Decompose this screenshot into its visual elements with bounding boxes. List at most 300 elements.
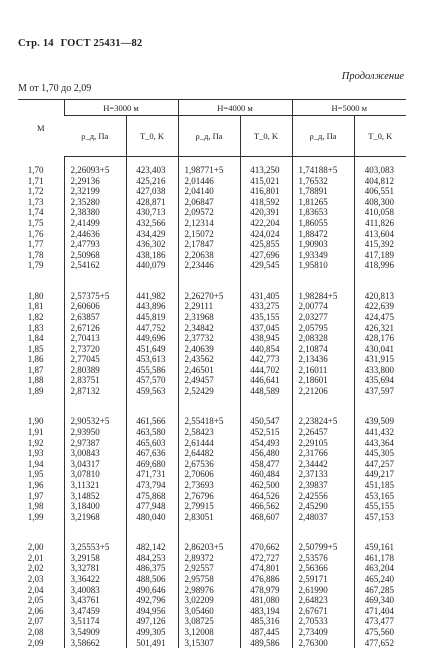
cell-t-3000: 486,375: [126, 563, 178, 574]
cell-p-3000: 2,87132: [64, 386, 126, 397]
spacer-row: [18, 157, 406, 166]
cell-t-5000: 428,176: [354, 333, 406, 344]
cell-t-4000: 416,801: [240, 186, 292, 197]
cell-t-5000: 447,257: [354, 459, 406, 470]
cell-t-5000: 461,178: [354, 553, 406, 564]
cell-p-5000: 1,78891: [292, 186, 354, 197]
cell-m: 1,87: [18, 365, 64, 376]
cell-p-5000: 2,18601: [292, 375, 354, 386]
cell-t-3000: 440,079: [126, 260, 178, 271]
cell-t-5000: 408,300: [354, 197, 406, 208]
cell-t-3000: 475,868: [126, 491, 178, 502]
cell-t-5000: 441,432: [354, 427, 406, 438]
cell-m: 1,72: [18, 186, 64, 197]
cell-p-4000: 2,61444: [178, 438, 240, 449]
cell-p-3000: 2,70413: [64, 333, 126, 344]
cell-t-3000: 492,796: [126, 595, 178, 606]
cell-p-5000: 2,45290: [292, 501, 354, 512]
cell-m: 2,02: [18, 563, 64, 574]
cell-p-4000: 2,70606: [178, 469, 240, 480]
cell-m: 1,82: [18, 312, 64, 323]
cell-p-3000: 2,93950: [64, 427, 126, 438]
cell-p-3000: 2,73720: [64, 344, 126, 355]
standard-code: ГОСТ 25431—82: [61, 38, 143, 49]
cell-t-5000: 455,155: [354, 501, 406, 512]
cell-t-4000: 438,945: [240, 333, 292, 344]
cell-p-5000: 2,39837: [292, 480, 354, 491]
table-row: [18, 354, 406, 365]
cell-p-4000: 2,37732: [178, 333, 240, 344]
cell-p-3000: 3,43761: [64, 595, 126, 606]
cell-t-5000: 473,477: [354, 616, 406, 627]
table-row: [18, 386, 406, 397]
cell-t-4000: 464,526: [240, 491, 292, 502]
cell-p-3000: 3,36422: [64, 574, 126, 585]
cell-p-3000: 2,47793: [64, 239, 126, 250]
table-row: [18, 448, 406, 459]
cell-p-5000: 2,26457: [292, 427, 354, 438]
table-row: [18, 542, 406, 553]
cell-t-3000: 453,613: [126, 354, 178, 365]
cell-t-4000: 470,662: [240, 542, 292, 553]
table-row: [18, 197, 406, 208]
table-body: [18, 157, 406, 648]
table-row: [18, 323, 406, 334]
cell-m: 2,00: [18, 542, 64, 553]
table-row: [18, 176, 406, 187]
cell-p-4000: 3,05460: [178, 606, 240, 617]
table-row: [18, 606, 406, 617]
cell-m: 1,93: [18, 448, 64, 459]
cell-t-5000: 475,560: [354, 627, 406, 638]
cell-p-3000: 2,35280: [64, 197, 126, 208]
cell-t-3000: 477,948: [126, 501, 178, 512]
cell-t-3000: 463,580: [126, 427, 178, 438]
cell-p-3000: 2,44636: [64, 229, 126, 240]
cell-p-4000: 2,76796: [178, 491, 240, 502]
cell-t-5000: 417,189: [354, 250, 406, 261]
cell-t-5000: 443,364: [354, 438, 406, 449]
cell-t-3000: 443,896: [126, 301, 178, 312]
table-row: [18, 207, 406, 218]
cell-m: 1,91: [18, 427, 64, 438]
cell-m: 1,77: [18, 239, 64, 250]
table-row: [18, 427, 406, 438]
cell-p-5000: 2,10874: [292, 344, 354, 355]
cell-t-4000: 452,515: [240, 427, 292, 438]
cell-m: 1,79: [18, 260, 64, 271]
cell-p-5000: 1,74188+5: [292, 165, 354, 176]
cell-p-3000: 2,50968: [64, 250, 126, 261]
table-row: [18, 616, 406, 627]
cell-t-4000: 437,045: [240, 323, 292, 334]
cell-t-5000: 451,185: [354, 480, 406, 491]
col-p2: ρ_д, Па: [178, 116, 240, 157]
cell-t-3000: 499,305: [126, 627, 178, 638]
cell-m: 1,74: [18, 207, 64, 218]
cell-t-3000: 459,563: [126, 386, 178, 397]
cell-t-4000: 454,493: [240, 438, 292, 449]
cell-p-3000: 2,90532+5: [64, 416, 126, 427]
cell-t-5000: 403,083: [354, 165, 406, 176]
cell-p-4000: 3,12008: [178, 627, 240, 638]
cell-t-3000: 445,819: [126, 312, 178, 323]
cell-t-4000: 420,391: [240, 207, 292, 218]
cell-p-4000: 2,86203+5: [178, 542, 240, 553]
cell-p-5000: 2,53576: [292, 553, 354, 564]
cell-t-3000: 469,680: [126, 459, 178, 470]
cell-p-4000: 2,98976: [178, 585, 240, 596]
cell-p-4000: 2,40639: [178, 344, 240, 355]
col-t3: T_0, K: [354, 116, 406, 157]
table-row: [18, 260, 406, 271]
cell-m: 2,08: [18, 627, 64, 638]
cell-p-5000: 2,42556: [292, 491, 354, 502]
continuation-label: Продолжение: [342, 71, 404, 82]
cell-m: 2,01: [18, 553, 64, 564]
cell-t-5000: 439,509: [354, 416, 406, 427]
table-row: [18, 375, 406, 386]
cell-t-4000: 440,854: [240, 344, 292, 355]
cell-p-3000: 2,38380: [64, 207, 126, 218]
range-label: M от 1,70 до 2,09: [18, 83, 91, 94]
cell-t-4000: 478,979: [240, 585, 292, 596]
cell-p-3000: 3,40083: [64, 585, 126, 596]
cell-t-3000: 494,956: [126, 606, 178, 617]
table-row: [18, 512, 406, 523]
cell-p-3000: 2,60606: [64, 301, 126, 312]
cell-t-4000: 448,589: [240, 386, 292, 397]
cell-t-3000: 436,302: [126, 239, 178, 250]
cell-t-4000: 458,477: [240, 459, 292, 470]
cell-t-3000: 465,603: [126, 438, 178, 449]
cell-p-5000: 2,73409: [292, 627, 354, 638]
cell-t-5000: 453,165: [354, 491, 406, 502]
cell-p-3000: 3,11321: [64, 480, 126, 491]
cell-p-3000: 3,32781: [64, 563, 126, 574]
cell-p-3000: 2,97387: [64, 438, 126, 449]
cell-p-5000: 2,56366: [292, 563, 354, 574]
cell-p-5000: 2,13436: [292, 354, 354, 365]
cell-t-3000: 449,696: [126, 333, 178, 344]
page-number: Стр. 14: [18, 38, 54, 49]
cell-t-4000: 485,316: [240, 616, 292, 627]
table-row: [18, 250, 406, 261]
cell-p-3000: 3,14852: [64, 491, 126, 502]
cell-p-3000: 3,58662: [64, 638, 126, 648]
cell-p-5000: 2,50799+5: [292, 542, 354, 553]
cell-p-5000: 1,81265: [292, 197, 354, 208]
table-row: [18, 239, 406, 250]
cell-t-5000: 424,475: [354, 312, 406, 323]
col-t1: T_0, K: [126, 116, 178, 157]
cell-t-5000: 467,285: [354, 585, 406, 596]
cell-t-3000: 497,126: [126, 616, 178, 627]
table-row: [18, 165, 406, 176]
table-row: [18, 595, 406, 606]
cell-p-5000: 2,03277: [292, 312, 354, 323]
cell-p-5000: 1,93349: [292, 250, 354, 261]
cell-p-3000: 2,83751: [64, 375, 126, 386]
cell-p-3000: 3,47459: [64, 606, 126, 617]
cell-p-5000: 2,23824+5: [292, 416, 354, 427]
cell-t-3000: 428,871: [126, 197, 178, 208]
cell-p-3000: 2,26093+5: [64, 165, 126, 176]
cell-p-4000: 2,20638: [178, 250, 240, 261]
table-row: [18, 365, 406, 376]
cell-t-3000: 488,506: [126, 574, 178, 585]
col-h1: H=3000 м: [64, 100, 178, 116]
table-row: [18, 480, 406, 491]
cell-p-4000: 2,12314: [178, 218, 240, 229]
table-row: [18, 416, 406, 427]
cell-p-5000: 1,90903: [292, 239, 354, 250]
cell-t-4000: 474,801: [240, 563, 292, 574]
cell-p-4000: 2,79915: [178, 501, 240, 512]
table-row: [18, 501, 406, 512]
cell-t-5000: 459,161: [354, 542, 406, 553]
cell-t-4000: 427,696: [240, 250, 292, 261]
cell-p-4000: 2,04140: [178, 186, 240, 197]
cell-p-3000: 3,07810: [64, 469, 126, 480]
cell-p-5000: 2,76300: [292, 638, 354, 648]
table-row: [18, 627, 406, 638]
cell-p-5000: 2,48037: [292, 512, 354, 523]
cell-t-5000: 420,813: [354, 291, 406, 302]
cell-t-4000: 481,080: [240, 595, 292, 606]
cell-p-4000: 2,26270+5: [178, 291, 240, 302]
cell-p-4000: 2,73693: [178, 480, 240, 491]
cell-m: 2,06: [18, 606, 64, 617]
cell-p-4000: 2,92557: [178, 563, 240, 574]
cell-p-5000: 1,88472: [292, 229, 354, 240]
cell-t-4000: 413,250: [240, 165, 292, 176]
cell-t-3000: 484,253: [126, 553, 178, 564]
cell-t-4000: 460,484: [240, 469, 292, 480]
col-p3: ρ_д, Па: [292, 116, 354, 157]
cell-p-4000: 2,83051: [178, 512, 240, 523]
cell-p-4000: 2,43562: [178, 354, 240, 365]
cell-p-4000: 2,17847: [178, 239, 240, 250]
cell-m: 1,96: [18, 480, 64, 491]
cell-m: 1,90: [18, 416, 64, 427]
col-m: M: [18, 100, 64, 157]
cell-p-5000: 2,05795: [292, 323, 354, 334]
cell-p-4000: 3,02209: [178, 595, 240, 606]
cell-m: 1,88: [18, 375, 64, 386]
cell-p-3000: 3,51174: [64, 616, 126, 627]
cell-t-5000: 463,204: [354, 563, 406, 574]
cell-t-5000: 449,217: [354, 469, 406, 480]
cell-p-3000: 3,54909: [64, 627, 126, 638]
table-row: [18, 312, 406, 323]
cell-m: 1,99: [18, 512, 64, 523]
data-table: [18, 99, 406, 648]
cell-t-4000: 466,562: [240, 501, 292, 512]
cell-t-5000: 410,058: [354, 207, 406, 218]
cell-t-5000: 457,153: [354, 512, 406, 523]
cell-p-5000: 1,83653: [292, 207, 354, 218]
cell-t-4000: 424,024: [240, 229, 292, 240]
cell-t-5000: 426,321: [354, 323, 406, 334]
cell-t-4000: 446,641: [240, 375, 292, 386]
cell-p-4000: 2,23446: [178, 260, 240, 271]
cell-p-4000: 2,95758: [178, 574, 240, 585]
cell-t-3000: 425,216: [126, 176, 178, 187]
cell-m: 1,83: [18, 323, 64, 334]
cell-p-4000: 2,06847: [178, 197, 240, 208]
cell-p-3000: 2,80389: [64, 365, 126, 376]
cell-p-5000: 2,61990: [292, 585, 354, 596]
cell-t-5000: 433,800: [354, 365, 406, 376]
cell-p-3000: 2,32199: [64, 186, 126, 197]
cell-t-5000: 431,915: [354, 354, 406, 365]
cell-t-4000: 442,773: [240, 354, 292, 365]
cell-p-5000: 2,67671: [292, 606, 354, 617]
cell-t-4000: 418,592: [240, 197, 292, 208]
cell-t-5000: 430,041: [354, 344, 406, 355]
cell-p-5000: 2,16011: [292, 365, 354, 376]
cell-t-5000: 471,404: [354, 606, 406, 617]
cell-t-5000: 465,240: [354, 574, 406, 585]
cell-p-4000: 3,15307: [178, 638, 240, 648]
cell-t-3000: 461,566: [126, 416, 178, 427]
page-header: [18, 38, 146, 49]
cell-p-5000: 2,59171: [292, 574, 354, 585]
cell-p-4000: 2,58423: [178, 427, 240, 438]
cell-p-4000: 2,15072: [178, 229, 240, 240]
cell-t-5000: 411,826: [354, 218, 406, 229]
cell-t-3000: 501,491: [126, 638, 178, 648]
cell-p-5000: 2,70533: [292, 616, 354, 627]
cell-t-4000: 472,727: [240, 553, 292, 564]
cell-p-3000: 2,41499: [64, 218, 126, 229]
table-row: [18, 333, 406, 344]
col-h3: H=5000 м: [292, 100, 406, 116]
cell-m: 1,98: [18, 501, 64, 512]
cell-m: 2,07: [18, 616, 64, 627]
cell-m: 1,97: [18, 491, 64, 502]
cell-t-4000: 450,547: [240, 416, 292, 427]
cell-m: 1,81: [18, 301, 64, 312]
cell-p-5000: 1,76532: [292, 176, 354, 187]
cell-p-3000: 3,18400: [64, 501, 126, 512]
cell-t-4000: 476,886: [240, 574, 292, 585]
cell-p-3000: 3,29158: [64, 553, 126, 564]
cell-t-4000: 425,855: [240, 239, 292, 250]
cell-p-3000: 3,25553+5: [64, 542, 126, 553]
col-p1: ρ_д, Па: [64, 116, 126, 157]
cell-m: 1,80: [18, 291, 64, 302]
cell-t-4000: 483,194: [240, 606, 292, 617]
table-row: [18, 186, 406, 197]
cell-t-5000: 404,812: [354, 176, 406, 187]
cell-t-5000: 445,305: [354, 448, 406, 459]
cell-p-5000: 1,98284+5: [292, 291, 354, 302]
cell-m: 2,03: [18, 574, 64, 585]
cell-m: 1,71: [18, 176, 64, 187]
cell-m: 1,84: [18, 333, 64, 344]
cell-t-3000: 434,429: [126, 229, 178, 240]
cell-p-3000: 3,04317: [64, 459, 126, 470]
cell-p-4000: 2,34842: [178, 323, 240, 334]
cell-t-3000: 471,731: [126, 469, 178, 480]
cell-t-4000: 429,545: [240, 260, 292, 271]
table-row: [18, 469, 406, 480]
cell-p-3000: 2,29136: [64, 176, 126, 187]
cell-p-4000: 2,46501: [178, 365, 240, 376]
cell-t-3000: 447,752: [126, 323, 178, 334]
cell-m: 1,85: [18, 344, 64, 355]
cell-t-5000: 418,996: [354, 260, 406, 271]
table-row: [18, 553, 406, 564]
cell-t-4000: 456,480: [240, 448, 292, 459]
cell-t-4000: 431,405: [240, 291, 292, 302]
cell-t-5000: 413,604: [354, 229, 406, 240]
cell-m: 2,09: [18, 638, 64, 648]
col-h2: H=4000 м: [178, 100, 292, 116]
table-row: [18, 491, 406, 502]
cell-p-3000: 2,63857: [64, 312, 126, 323]
cell-p-4000: 2,49457: [178, 375, 240, 386]
group-gap: [18, 271, 406, 291]
table-row: [18, 438, 406, 449]
cell-p-3000: 2,67126: [64, 323, 126, 334]
cell-m: 1,73: [18, 197, 64, 208]
cell-p-3000: 3,21968: [64, 512, 126, 523]
cell-t-3000: 451,649: [126, 344, 178, 355]
cell-p-4000: 2,09572: [178, 207, 240, 218]
cell-t-5000: 435,694: [354, 375, 406, 386]
cell-m: 1,94: [18, 459, 64, 470]
cell-t-4000: 422,204: [240, 218, 292, 229]
cell-p-4000: 2,89372: [178, 553, 240, 564]
cell-p-5000: 2,31766: [292, 448, 354, 459]
cell-t-5000: 406,551: [354, 186, 406, 197]
col-t2: T_0, K: [240, 116, 292, 157]
cell-p-3000: 2,57375+5: [64, 291, 126, 302]
cell-t-3000: 438,186: [126, 250, 178, 261]
cell-t-3000: 430,713: [126, 207, 178, 218]
cell-t-3000: 490,646: [126, 585, 178, 596]
cell-p-4000: 2,64482: [178, 448, 240, 459]
cell-t-3000: 427,038: [126, 186, 178, 197]
cell-t-4000: 462,500: [240, 480, 292, 491]
cell-t-3000: 455,586: [126, 365, 178, 376]
cell-p-5000: 1,86055: [292, 218, 354, 229]
cell-t-3000: 473,794: [126, 480, 178, 491]
cell-m: 1,89: [18, 386, 64, 397]
cell-p-5000: 2,00774: [292, 301, 354, 312]
cell-p-4000: 2,29111: [178, 301, 240, 312]
cell-m: 1,86: [18, 354, 64, 365]
cell-t-4000: 415,021: [240, 176, 292, 187]
cell-p-4000: 1,98771+5: [178, 165, 240, 176]
cell-t-4000: 433,275: [240, 301, 292, 312]
cell-m: 1,78: [18, 250, 64, 261]
cell-p-5000: 2,64823: [292, 595, 354, 606]
table-row: [18, 229, 406, 240]
cell-p-4000: 2,55418+5: [178, 416, 240, 427]
cell-p-4000: 2,31968: [178, 312, 240, 323]
cell-t-3000: 432,566: [126, 218, 178, 229]
cell-t-3000: 467,636: [126, 448, 178, 459]
cell-p-5000: 2,08328: [292, 333, 354, 344]
cell-t-4000: 444,702: [240, 365, 292, 376]
cell-t-3000: 457,570: [126, 375, 178, 386]
cell-p-4000: 2,67536: [178, 459, 240, 470]
cell-t-3000: 482,142: [126, 542, 178, 553]
